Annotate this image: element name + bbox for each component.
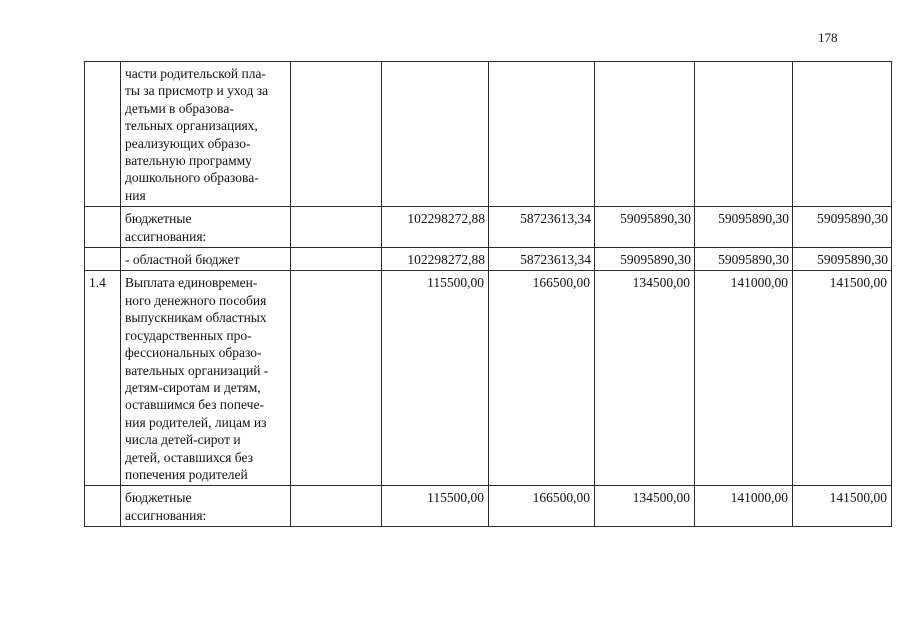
value-cell: 115500,00 <box>382 486 489 527</box>
value-cell: 115500,00 <box>382 271 489 486</box>
value-cell: 58723613,34 <box>489 207 595 248</box>
value-cell <box>595 62 695 207</box>
value-cell <box>291 248 382 271</box>
row-number <box>85 207 121 248</box>
row-description: Выплата единовремен- ного денежного пособия выпускникам областных государственных про- фессиональных образо- вательных организаций - детям-сиротам и детям, оставшимся без попече- ния родителей, лицам из числа детей-сирот и детей, оставшихся без попечения родителей <box>121 271 291 486</box>
row-number <box>85 486 121 527</box>
value-cell: 141500,00 <box>793 486 892 527</box>
value-cell <box>291 486 382 527</box>
table-row <box>85 271 892 486</box>
value-cell: 59095890,30 <box>793 248 892 271</box>
row-description: части родительской пла- ты за присмотр и уход за детьми в образова- тельных организациях, реализующих образо- вательную программу дошкольного образова- ния <box>121 62 291 207</box>
value-cell <box>382 62 489 207</box>
row-number <box>85 248 121 271</box>
table-row <box>85 207 892 248</box>
value-cell <box>291 207 382 248</box>
value-cell: 102298272,88 <box>382 207 489 248</box>
value-cell: 134500,00 <box>595 486 695 527</box>
table-row <box>85 248 892 271</box>
table-row <box>85 62 892 207</box>
value-cell <box>291 271 382 486</box>
value-cell: 59095890,30 <box>695 248 793 271</box>
row-number <box>85 62 121 207</box>
value-cell: 134500,00 <box>595 271 695 486</box>
row-description: бюджетные ассигнования: <box>121 207 291 248</box>
value-cell: 59095890,30 <box>793 207 892 248</box>
value-cell <box>695 62 793 207</box>
row-number: 1.4 <box>85 271 121 486</box>
value-cell: 58723613,34 <box>489 248 595 271</box>
value-cell: 59095890,30 <box>695 207 793 248</box>
row-description: бюджетные ассигнования: <box>121 486 291 527</box>
value-cell <box>291 62 382 207</box>
table-row <box>85 486 892 527</box>
value-cell: 141000,00 <box>695 486 793 527</box>
value-cell: 166500,00 <box>489 271 595 486</box>
value-cell <box>489 62 595 207</box>
row-description: - областной бюджет <box>121 248 291 271</box>
value-cell: 166500,00 <box>489 486 595 527</box>
value-cell: 59095890,30 <box>595 207 695 248</box>
value-cell: 141500,00 <box>793 271 892 486</box>
value-cell: 141000,00 <box>695 271 793 486</box>
value-cell: 102298272,88 <box>382 248 489 271</box>
value-cell: 59095890,30 <box>595 248 695 271</box>
page-number: 178 <box>818 30 838 45</box>
value-cell <box>793 62 892 207</box>
budget-table <box>84 61 892 527</box>
